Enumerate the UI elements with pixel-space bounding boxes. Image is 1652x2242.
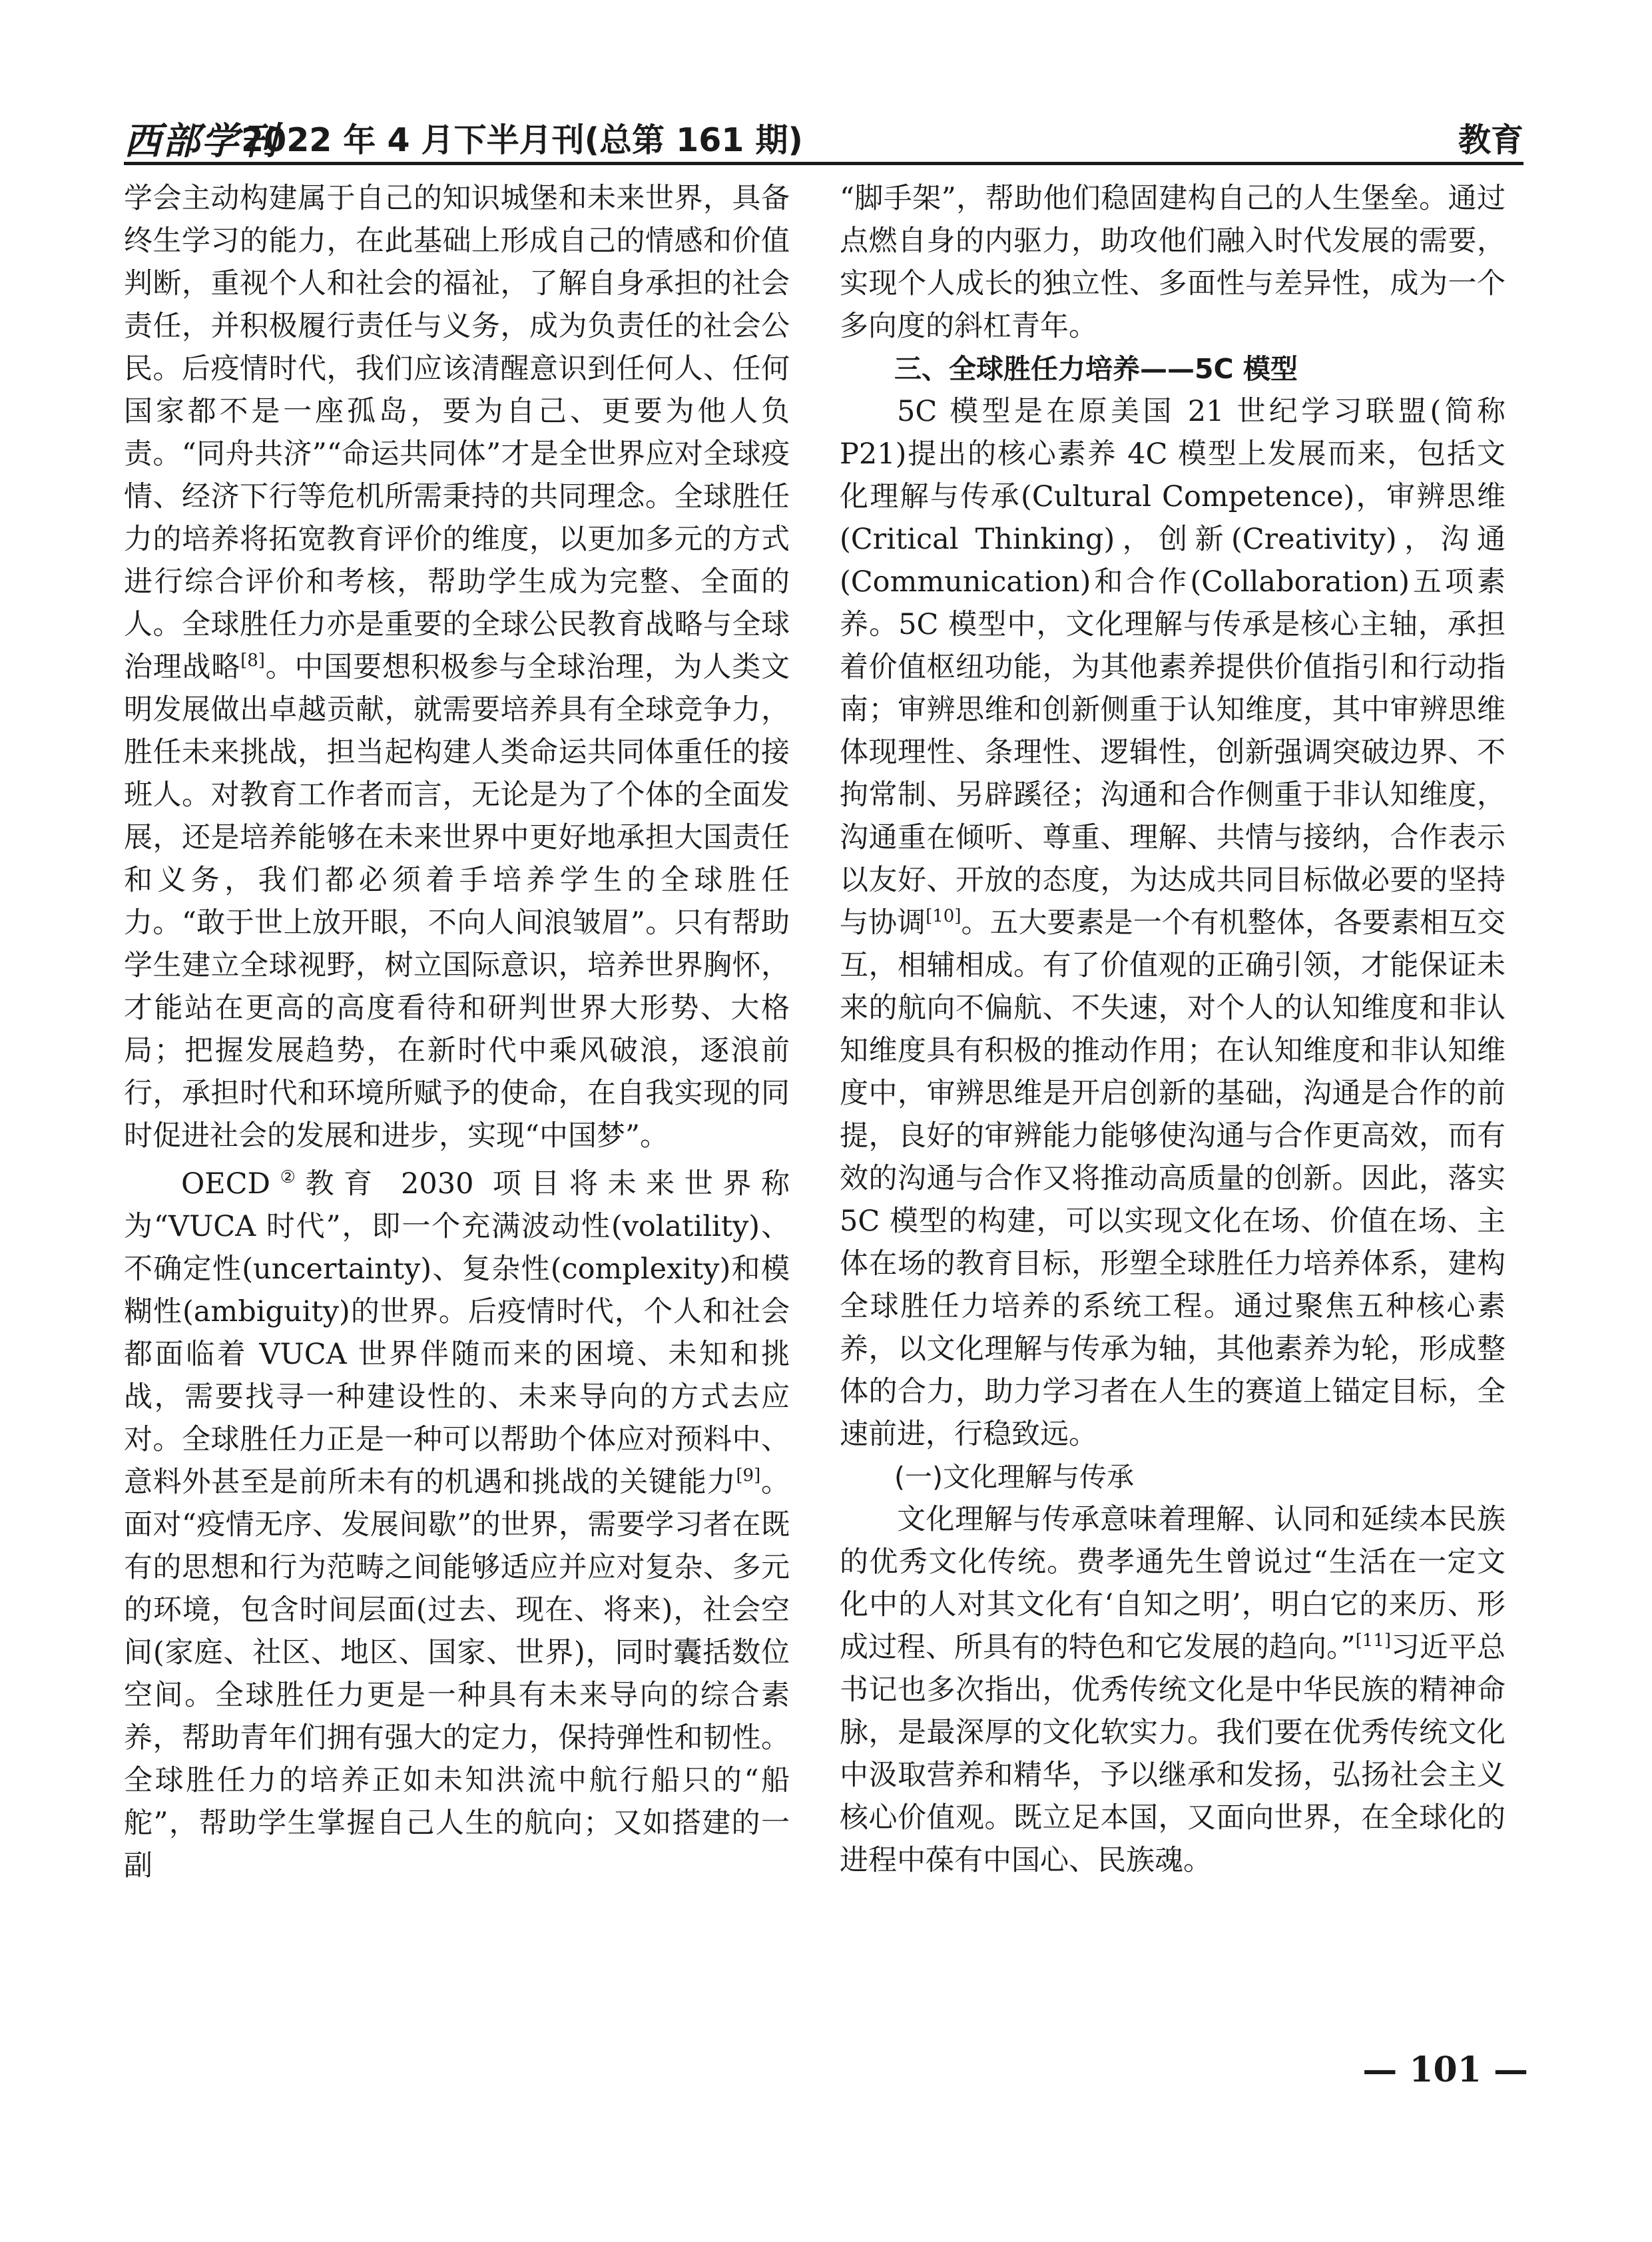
issue-info: 2022 年 4 月下半月刊(总第 161 期) xyxy=(241,121,803,159)
paragraph-text: 。面对“疫情无序、发展间歇”的世界，需要学习者在既有的思想和行为范畴之间能够适应并应对复杂、多元的环境，包含时间层面(过去、现在、将来)，社会空间(家庭、社区、地区、国家、世界)，同时囊括数位空间。全球胜任力更是一种具有未来导向的综合素养，帮助青年们拥有强大的定力，保持弹性和韧性。全球胜任力的培养正如未知洪流中航行船只的“船舵”，帮助学生掌握自己人生的航向；又如搭建的一副 xyxy=(124,1466,790,1882)
paragraph xyxy=(124,177,790,1157)
running-header xyxy=(124,107,1523,163)
paragraph xyxy=(124,1163,790,1887)
subsection-heading: (一)文化理解与传承 xyxy=(894,1461,1134,1493)
footnote-marker: ② xyxy=(270,1167,306,1187)
page-number: — 101 — xyxy=(1362,2050,1528,2090)
paragraph-text: 5C 模型是在原美国 21 世纪学习联盟(简称 P21)提出的核心素养 4C 模型上发展而来，包括文化理解与传承(Cultural Competence)，审辨思维(Critical Thinking)，创新(Creativity)，沟通(Communication)和合作(Collaboration)五项素养。5C 模型中，文化理解与传承是核心主轴，承担着价值枢纽功能，为其他素养提供价值指引和行动指南；审辨思维和创新侧重于认知维度，其中审辨思维体现理性、条理性、逻辑性，创新强调突破边界、不拘常制、另辟蹊径；沟通和合作侧重于非认知维度，沟通重在倾听、尊重、理解、共情与接纳，合作表示以友好、开放的态度，为达成共同目标做必要的坚持与协调 xyxy=(840,395,1506,940)
citation-ref: [10] xyxy=(926,906,962,926)
paragraph-text: 学会主动构建属于自己的知识城堡和未来世界，具备终生学习的能力，在此基础上形成自己的情感和价值判断，重视个人和社会的福祉，了解自身承担的社会责任，并积极履行责任与义务，成为负责任的社会公民。后疫情时代，我们应该清醒意识到任何人、任何国家都不是一座孤岛，要为自己、更要为他人负责。“同舟共济”“命运共同体”才是全世界应对全球疫情、经济下行等危机所需秉持的共同理念。全球胜任力的培养将拓宽教育评价的维度，以更加多元的方式进行综合评价和考核，帮助学生成为完整、全面的人。全球胜任力亦是重要的全球公民教育战略与全球治理战略 xyxy=(124,182,790,684)
journal-logo: 西部学刊 xyxy=(124,119,278,163)
citation-ref: [9] xyxy=(736,1466,761,1486)
paragraph-text: 。五大要素是一个有机整体，各要素相互交互，相辅相成。有了价值观的正确引领，才能保证未来的航向不偏航、不失速，对个人的认知维度和非认知维度具有积极的推动作用；在认知维度和非认知维度中，审辨思维是开启创新的基础，沟通是合作的前提，良好的审辨能力能够使沟通与合作更高效，而有效的沟通与合作又将推动高质量的创新。因此，落实 5C 模型的构建，可以实现文化在场、价值在场、主体在场的教育目标，形塑全球胜任力培养体系，建构全球胜任力培养的系统工程。通过聚焦五种核心素养，以文化理解与传承为轴，其他素养为轮，形成整体的合力，助力学习者在人生的赛道上锚定目标，全速前进，行稳致远。 xyxy=(840,906,1506,1451)
citation-ref: [11] xyxy=(1355,1631,1391,1651)
section-label: 教育 xyxy=(1458,121,1523,159)
header-rule xyxy=(124,162,1523,165)
left-column xyxy=(124,177,790,1887)
citation-ref: [8] xyxy=(240,651,265,671)
right-column xyxy=(840,177,1506,1882)
paragraph-text: 教育 2030 项目将未来世界称为“VUCA 时代”，即一个充满波动性(volatility)、不确定性(uncertainty)、复杂性(complexity)和模糊性(ambiguity)的世界。后疫情时代，个人和社会都面临着 VUCA 世界伴随而来的困境、未知和挑战，需要找寻一种建设性的、未来导向的方式去应对。全球胜任力正是一种可以帮助个体应对预料中、意料外甚至是前所未有的机遇和挑战的关键能力 xyxy=(124,1167,790,1499)
paragraph-text: 文化理解与传承意味着理解、认同和延续本民族的优秀文化传统。费孝通先生曾说过“生活在一定文化中的人对其文化有‘自知之明’，明白它的来历、形成过程、所具有的特色和它发展的趋向。” xyxy=(840,1503,1506,1664)
section-heading: 三、全球胜任力培养——5C 模型 xyxy=(894,353,1298,385)
paragraph-text: 习近平总书记也多次指出，优秀传统文化是中华民族的精神命脉，是最深厚的文化软实力。我们要在优秀传统文化中汲取营养和精华，予以继承和发扬，弘扬社会主义核心价值观。既立足本国，又面向世界，在全球化的进程中葆有中国心、民族魂。 xyxy=(840,1631,1506,1877)
paragraph xyxy=(840,390,1506,1456)
paragraph xyxy=(840,1498,1506,1882)
paragraph: “脚手架”，帮助他们稳固建构自己的人生堡垒。通过点燃自身的内驱力，助攻他们融入时代发展的需要，实现个人成长的独立性、多面性与差异性，成为一个多向度的斜杠青年。 xyxy=(840,182,1506,343)
paragraph-text: OECD xyxy=(181,1167,271,1201)
paragraph-text: 。中国要想积极参与全球治理，为人类文明发展做出卓越贡献，就需要培养具有全球竞争力，胜任未来挑战，担当起构建人类命运共同体重任的接班人。对教育工作者而言，无论是为了个体的全面发展，还是培养能够在未来世界中更好地承担大国责任和义务，我们都必须着手培养学生的全球胜任力。“敢于世上放开眼，不向人间浪皱眉”。只有帮助学生建立全球视野，树立国际意识，培养世界胸怀，才能站在更高的高度看待和研判世界大形势、大格局；把握发展趋势，在新时代中乘风破浪，逐浪前行，承担时代和环境所赋予的使命，在自我实现的同时促进社会的发展和进步，实现“中国梦”。 xyxy=(124,651,790,1153)
